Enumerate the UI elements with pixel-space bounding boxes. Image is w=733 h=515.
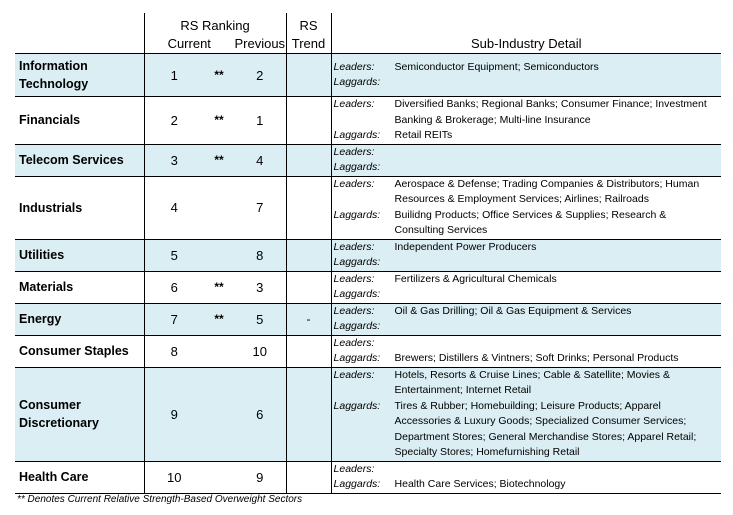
leaders-list: Hotels, Resorts & Cruise Lines; Cable & Satellite; Movies & Entertainment; Internet Retail (394, 368, 670, 396)
laggards-list (394, 255, 722, 271)
sub-industry-detail (331, 335, 721, 367)
laggards-label: Laggards: (333, 76, 381, 88)
laggards-label: Laggards: (333, 478, 381, 490)
leaders-label: Leaders: (333, 60, 375, 73)
sector-name: Health Care (15, 461, 144, 493)
leaders-label: Leaders: (333, 304, 375, 317)
overweight-marker: ** (204, 303, 234, 335)
leaders-label: Leaders: (333, 272, 375, 285)
laggards-line (332, 208, 722, 239)
laggards-line (332, 255, 722, 271)
laggards-line (332, 477, 722, 493)
overweight-marker (204, 239, 234, 271)
leaders-line (332, 60, 722, 76)
previous-rank: 10 (234, 335, 286, 367)
leaders-list (394, 336, 722, 352)
sub-industry-detail (331, 97, 721, 145)
sector-name: Information Technology (15, 54, 144, 97)
rs-header: RS (286, 13, 331, 33)
table-row (15, 97, 721, 145)
laggards-list: Health Care Services; Biotechnology (394, 478, 566, 490)
leaders-list: Aerospace & Defense; Trading Companies & Distributors; Human Resources & Employment Services; Airlines; Railroads (394, 177, 700, 205)
previous-rank: 2 (234, 54, 286, 97)
laggards-list: Builidng Products; Office Services & Supplies; Research & Consulting Services (394, 208, 667, 236)
rs-trend: - (286, 303, 331, 335)
current-rank: 6 (144, 271, 204, 303)
overweight-marker: ** (204, 271, 234, 303)
sub-industry-header: Sub-Industry Detail (331, 33, 721, 54)
overweight-marker (204, 335, 234, 367)
sector-name: Utilities (15, 239, 144, 271)
laggards-line (332, 399, 722, 461)
laggards-label: Laggards: (333, 129, 381, 141)
current-rank: 3 (144, 144, 204, 176)
leaders-list (394, 462, 722, 478)
leaders-list: Fertilizers & Agricultural Chemicals (394, 272, 557, 285)
header-blank-detail (331, 13, 721, 33)
rs-trend (286, 144, 331, 176)
laggards-list: Brewers; Distillers & Vintners; Soft Drinks; Personal Products (394, 352, 679, 364)
laggards-line (332, 160, 722, 176)
overweight-marker: ** (204, 144, 234, 176)
laggards-label: Laggards: (333, 352, 381, 364)
laggards-line (332, 128, 722, 144)
table-body (15, 54, 721, 494)
sector-ranking-table-container (15, 13, 721, 494)
rs-trend (286, 367, 331, 461)
current-rank: 2 (144, 97, 204, 145)
leaders-label: Leaders: (333, 177, 375, 190)
sub-industry-detail (331, 176, 721, 239)
table-row (15, 461, 721, 493)
sector-name: Energy (15, 303, 144, 335)
overweight-marker: ** (204, 54, 234, 97)
rs-trend (286, 239, 331, 271)
overweight-marker (204, 461, 234, 493)
sector-name: Industrials (15, 176, 144, 239)
leaders-label: Leaders: (333, 336, 375, 349)
leaders-line (332, 368, 722, 399)
trend-header: Trend (286, 33, 331, 54)
sector-name: Telecom Services (15, 144, 144, 176)
sub-industry-detail (331, 54, 721, 97)
laggards-line (332, 351, 722, 367)
current-rank: 10 (144, 461, 204, 493)
rs-trend (286, 271, 331, 303)
rs-trend (286, 176, 331, 239)
previous-header: Previous (234, 33, 286, 54)
sub-industry-detail (331, 461, 721, 493)
leaders-line (332, 304, 722, 320)
current-rank: 1 (144, 54, 204, 97)
leaders-list: Oil & Gas Drilling; Oil & Gas Equipment & Services (394, 304, 632, 317)
laggards-label: Laggards: (333, 399, 381, 412)
leaders-line (332, 177, 722, 208)
leaders-line (332, 97, 722, 128)
leaders-label: Leaders: (333, 240, 375, 253)
rs-ranking-header: RS Ranking (144, 13, 286, 33)
sector-name: Materials (15, 271, 144, 303)
rs-trend (286, 54, 331, 97)
previous-rank: 7 (234, 176, 286, 239)
sub-industry-detail (331, 239, 721, 271)
header-blank (15, 13, 144, 33)
laggards-list (394, 75, 722, 91)
table-row (15, 239, 721, 271)
overweight-marker (204, 367, 234, 461)
current-rank: 5 (144, 239, 204, 271)
leaders-line (332, 145, 722, 161)
laggards-label: Laggards: (333, 320, 381, 332)
table-row (15, 335, 721, 367)
leaders-label: Leaders: (333, 368, 375, 381)
current-rank: 4 (144, 176, 204, 239)
previous-rank: 8 (234, 239, 286, 271)
previous-rank: 9 (234, 461, 286, 493)
sector-name: Consumer Staples (15, 335, 144, 367)
leaders-label: Leaders: (333, 462, 375, 475)
leaders-line (332, 272, 722, 288)
leaders-label: Leaders: (333, 145, 375, 158)
leaders-line (332, 240, 722, 256)
sub-industry-detail (331, 367, 721, 461)
laggards-list (394, 287, 722, 303)
table-row (15, 144, 721, 176)
previous-rank: 5 (234, 303, 286, 335)
laggards-list: Retail REITs (394, 129, 453, 141)
leaders-list: Semiconductor Equipment; Semiconductors (394, 60, 599, 73)
table-row (15, 303, 721, 335)
leaders-label: Leaders: (333, 98, 375, 110)
table-header (15, 13, 721, 54)
current-header: Current (144, 33, 234, 54)
overweight-marker (204, 176, 234, 239)
table-row (15, 367, 721, 461)
laggards-list (394, 160, 722, 176)
rs-trend (286, 335, 331, 367)
rs-trend (286, 461, 331, 493)
laggards-label: Laggards: (333, 288, 381, 300)
sector-name: Financials (15, 97, 144, 145)
header-blank-2 (15, 33, 144, 54)
current-rank: 7 (144, 303, 204, 335)
previous-rank: 3 (234, 271, 286, 303)
current-rank: 8 (144, 335, 204, 367)
table-row (15, 176, 721, 239)
laggards-label: Laggards: (333, 161, 381, 173)
laggards-label: Laggards: (333, 256, 381, 268)
previous-rank: 6 (234, 367, 286, 461)
laggards-line (332, 319, 722, 335)
previous-rank: 4 (234, 144, 286, 176)
table-row (15, 54, 721, 97)
current-rank: 9 (144, 367, 204, 461)
footnote: ** Denotes Current Relative Strength-Based Overweight Sectors (17, 494, 303, 505)
leaders-list (394, 145, 722, 161)
sector-ranking-table (15, 13, 721, 494)
rs-trend (286, 97, 331, 145)
laggards-label: Laggards: (333, 208, 381, 221)
leaders-line (332, 462, 722, 478)
sub-industry-detail (331, 303, 721, 335)
previous-rank: 1 (234, 97, 286, 145)
leaders-list: Diversified Banks; Regional Banks; Consumer Finance; Investment Banking & Brokerage; Multi-line Insurance (394, 98, 707, 126)
laggards-line (332, 287, 722, 303)
sub-industry-detail (331, 271, 721, 303)
sector-name: Consumer Discretionary (15, 367, 144, 461)
laggards-list (394, 319, 722, 335)
leaders-line (332, 336, 722, 352)
table-row (15, 271, 721, 303)
leaders-list: Independent Power Producers (394, 240, 537, 253)
sub-industry-detail (331, 144, 721, 176)
laggards-line (332, 75, 722, 91)
laggards-list: Tires & Rubber; Homebuilding; Leisure Products; Apparel Accessories & Luxury Goods; Specialized Consumer Services; Department Stores; General Merchandise Stores; Apparel Retail; Specialty Stores; Homefurnishing Retail (394, 399, 697, 458)
overweight-marker: ** (204, 97, 234, 145)
